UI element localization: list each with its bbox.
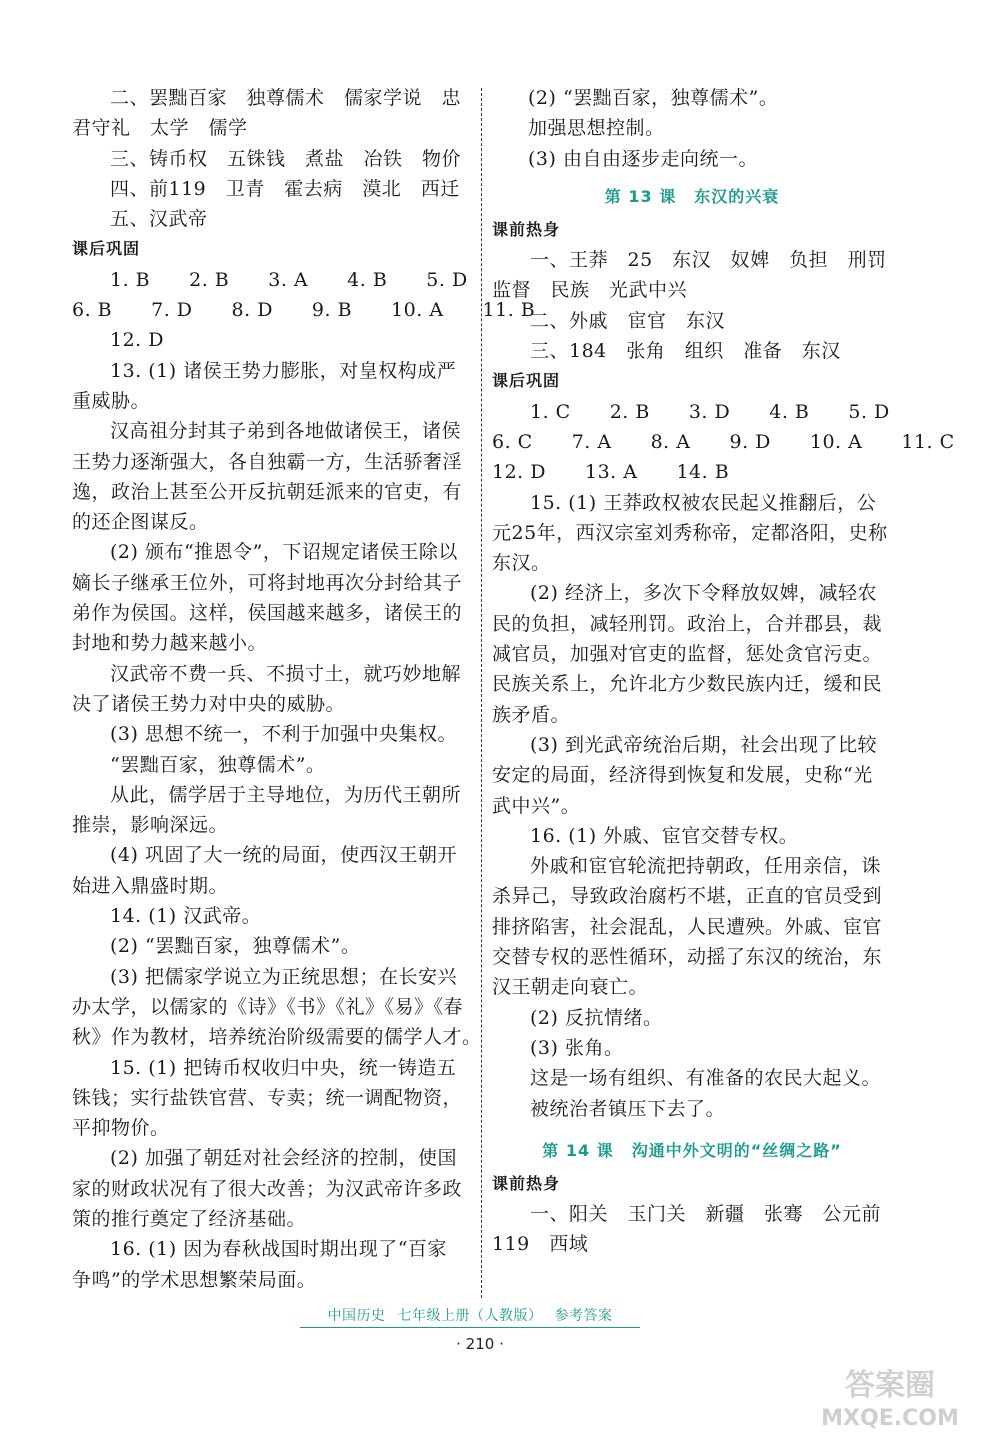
lesson-14-title: 沟通中外文明的“丝绸之路” (631, 1140, 842, 1160)
lesson-13-heading (492, 184, 892, 207)
answer-line: 15. (1) 王莽政权被农民起义推翻后，公 (530, 491, 877, 514)
answer-line: 16. (1) 因为春秋战国时期出现了“百家 (110, 1238, 447, 1261)
lesson-13-answers (492, 215, 955, 1124)
answer-line: 12. D 13. A 14. B (492, 461, 730, 484)
answer-line: 嫡长子继承王位外，可将封地再次分封给其子 (72, 571, 463, 594)
answer-line: 东汉。 (492, 552, 551, 575)
watermark-logo (790, 1365, 990, 1430)
lesson-14-number: 第 14 课 (542, 1140, 614, 1160)
answer-line: (3) 张角。 (530, 1036, 624, 1059)
answer-line: 民族关系上，允许北方少数民族内迁，缓和民 (492, 673, 883, 696)
answer-line: 逸，政治上甚至公开反抗朝廷派来的官吏，有 (72, 480, 463, 503)
answer-line: 16. (1) 外戚、宦官交替专权。 (530, 824, 799, 847)
answer-line: (3) 把儒家学说立为正统思想；在长安兴 (110, 965, 457, 988)
answer-line: (2) 加强了朝廷对社会经济的控制，使国 (110, 1147, 457, 1170)
answer-line: 推崇，影响深远。 (72, 814, 229, 837)
watermark-url: MXQE.COM (821, 1406, 959, 1430)
answer-line: 决了诸侯王势力对中央的威胁。 (72, 692, 346, 715)
answer-line: 元25年，西汉宗室刘秀称帝，定都洛阳，史称 (492, 521, 888, 544)
answer-line: (3) 到光武帝统治后期，社会出现了比较 (530, 733, 877, 756)
footer-section: 参考答案 (554, 1308, 613, 1324)
answer-line: 汉武帝不费一兵、不损寸土，就巧妙地解 (110, 662, 462, 685)
answer-line: 被统治者镇压下去了。 (530, 1097, 726, 1120)
answer-line: 交替专权的恶性循环，动摇了东汉的统治，东 (492, 946, 883, 969)
answer-line: 6. B 7. D 8. D 9. B 10. A 11. B (72, 299, 536, 322)
footer-grade: 七年级上册（人教版） (397, 1308, 543, 1324)
answer-line: 汉高祖分封其子弟到各地做诸侯王，诸侯 (110, 420, 462, 443)
section-heading: 课后巩固 (492, 371, 561, 391)
answer-line: 的还企图谋反。 (72, 511, 209, 534)
lesson-14-heading (492, 1138, 892, 1161)
answer-line: 王势力逐渐强大，各自独霸一方，生活骄奢淫 (72, 450, 463, 473)
answer-line: 排挤陷害，社会混乱，人民遭殃。外戚、宦官 (492, 915, 883, 938)
answer-line: 四、前119 卫青 霍去病 漠北 西迁 (110, 177, 460, 200)
section-heading: 课前热身 (492, 1173, 561, 1193)
answer-line: (2) 经济上，多次下令释放奴婢，减轻农 (530, 582, 877, 605)
answer-line: 办太学，以儒家的《诗》《书》《礼》《易》《春 (72, 995, 464, 1018)
answer-line: 安定的局面，经济得到恢复和发展，史称“光 (492, 764, 873, 787)
answer-line: 减官员，加强对官吏的监督，惩处贪官污吏。 (492, 643, 883, 666)
column-divider (481, 88, 482, 1298)
answer-line: “罢黜百家，独尊儒术”。 (110, 753, 326, 776)
answer-line: 监督 民族 光武中兴 (492, 279, 688, 302)
answer-line: 14. (1) 汉武帝。 (110, 905, 262, 928)
answer-line: 民的负担，减轻刑罚。政治上，合并郡县，裁 (492, 612, 883, 635)
answer-line: 119 西域 (492, 1233, 589, 1256)
answer-line: 策的推行奠定了经济基础。 (72, 1207, 307, 1230)
answer-line: 始进入鼎盛时期。 (72, 874, 229, 897)
footer-book: 中国历史 (327, 1308, 386, 1324)
section-heading: 课前热身 (492, 219, 561, 239)
answer-line: 争鸣”的学术思想繁荣局面。 (72, 1268, 317, 1291)
answer-line: 秋》作为教材，培养统治阶级需要的儒学人才。 (72, 1026, 482, 1049)
answer-line: (3) 思想不统一，不利于加强中央集权。 (110, 723, 457, 746)
right-top-block (492, 83, 892, 174)
watermark-text: 答案圈 (845, 1368, 935, 1403)
right-column (492, 83, 955, 1260)
lesson-13-number: 第 13 课 (604, 186, 677, 206)
answer-line: 15. (1) 把铸币权收归中央，统一铸造五 (110, 1056, 457, 1079)
answer-line: 平抑物价。 (72, 1117, 170, 1140)
answer-line: 三、铸币权 五铢钱 煮盐 冶铁 物价 (110, 147, 462, 170)
answer-line: 13. (1) 诸侯王势力膨胀，对皇权构成严 (110, 359, 457, 382)
answer-line: 外戚和宦官轮流把持朝政，任用亲信，诛 (530, 855, 882, 878)
answer-line: 五、汉武帝 (110, 208, 208, 231)
answer-line: 6. C 7. A 8. A 9. D 10. A 11. C (492, 430, 955, 453)
answer-line: 封地和势力越来越小。 (72, 632, 268, 655)
answer-line: 三、184 张角 组织 准备 东汉 (530, 340, 841, 363)
answer-line: (2) 颁布“推恩令”，下诏规定诸侯王除以 (110, 541, 458, 564)
answer-line: 武中兴”。 (492, 794, 581, 817)
answer-line: 一、王莽 25 东汉 奴婢 负担 刑罚 (530, 249, 887, 272)
answer-line: 12. D (110, 329, 164, 352)
answer-line: (2) “罢黜百家，独尊儒术”。 (528, 87, 779, 109)
page-number: · 210 · (456, 1335, 504, 1353)
answer-line: (4) 巩固了大一统的局面，使西汉王朝开 (110, 844, 457, 867)
section-heading: 课后巩固 (72, 239, 141, 259)
answer-line: (2) 反抗情绪。 (530, 1006, 663, 1029)
answer-line: 1. C 2. B 3. D 4. B 5. D (530, 400, 890, 423)
answer-line: 铢钱；实行盐铁官营、专卖；统一调配物资， (72, 1086, 463, 1109)
answer-line: 这是一场有组织、有准备的农民大起义。 (530, 1067, 882, 1090)
answer-line: 君守礼 太学 儒学 (72, 117, 248, 140)
answer-line: 加强思想控制。 (528, 117, 665, 140)
answer-line: (2) “罢黜百家，独尊儒术”。 (110, 935, 361, 958)
answer-line: 1. B 2. B 3. A 4. B 5. D (110, 268, 468, 291)
answer-line: 家的财政状况有了很大改善；为汉武帝许多政 (72, 1177, 463, 1200)
answer-line: 二、外戚 宦官 东汉 (530, 309, 726, 332)
answer-line: 一、阳关 玉门关 新疆 张骞 公元前 (530, 1203, 882, 1226)
answer-line: 杀异己，导致政治腐朽不堪，正直的官员受到 (492, 885, 883, 908)
lesson-14-answers (492, 1169, 892, 1260)
answer-line: 从此，儒学居于主导地位，为历代王朝所 (110, 783, 462, 806)
answer-line: 族矛盾。 (492, 703, 571, 726)
footer-book-title (300, 1305, 640, 1328)
answer-line: 二、罢黜百家 独尊儒术 儒家学说 忠 (110, 87, 462, 109)
answer-line: (3) 由自由逐步走向统一。 (528, 147, 758, 170)
lesson-13-title: 东汉的兴衰 (694, 186, 780, 206)
answer-line: 重威胁。 (72, 389, 151, 412)
answer-line: 弟作为侯国。这样，侯国越来越多，诸侯王的 (72, 602, 463, 625)
answer-line: 汉王朝走向衰亡。 (492, 976, 649, 999)
